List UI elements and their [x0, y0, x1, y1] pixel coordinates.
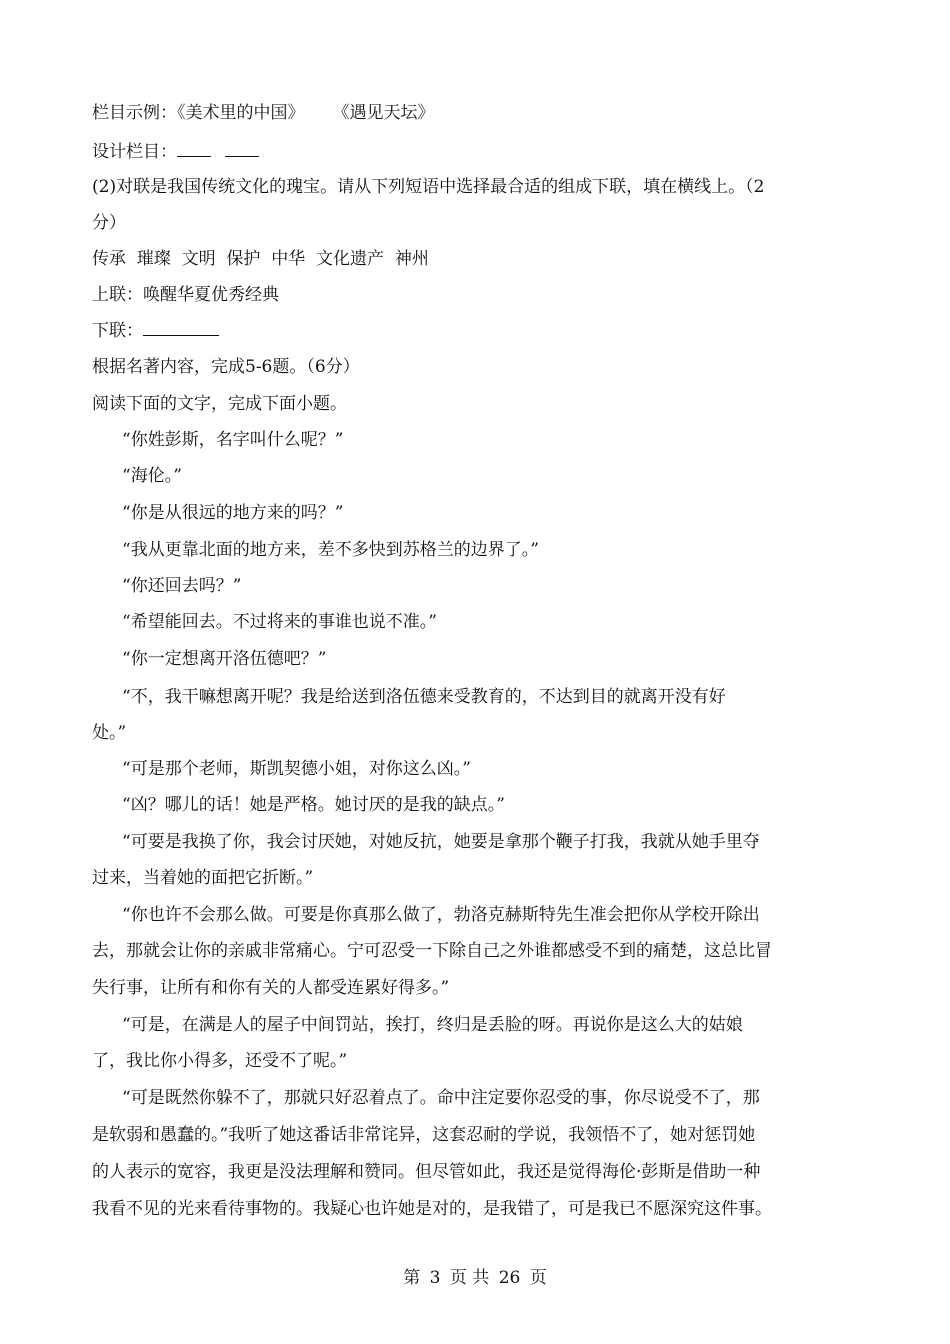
passage-line: 我看不见的光来看待事物的。我疑心也许她是对的，是我错了，可是我已不愿深究这件事。 [92, 1199, 772, 1219]
passage-line: 处。” [92, 723, 127, 743]
page-number: 3 [429, 1268, 441, 1288]
example-label: 栏目示例： [92, 103, 177, 123]
passage-line: “可是，在满是人的屋子中间罚站，挨打，终归是丢脸的呀。再说你是这么大的姑娘 [122, 1015, 743, 1035]
passage-line: 是软弱和愚蠢的。”我听了她这番话非常诧异，这套忍耐的学说，我领悟不了，她对惩罚她 [92, 1125, 756, 1145]
passage-line: “海伦。” [122, 466, 182, 486]
passage-line: “你姓彭斯，名字叫什么呢？” [122, 430, 344, 450]
upper-couplet: 上联：唤醒华夏优秀经典 [92, 285, 279, 305]
lower-couplet-blank[interactable] [143, 319, 219, 336]
passage-line: “不，我干嘛想离开呢？我是给送到洛伍德来受教育的，不达到目的就离开没有好 [122, 687, 726, 707]
passage-line: 失行事，让所有和你有关的人都受连累好得多。” [92, 978, 450, 998]
passage-line: 去，那就会让你的亲戚非常痛心。宁可忍受一下除自己之外谁都感受不到的痛楚，这总比冒 [92, 941, 772, 961]
passage-line: “希望能回去。不过将来的事谁也说不准。” [122, 612, 437, 632]
passage-line: 的人表示的宽容，我更是没法理解和赞同。但尽管如此，我还是觉得海伦·彭斯是借助一种 [92, 1162, 761, 1182]
passage-line: “你是从很远的地方来的吗？” [122, 503, 344, 523]
passage-line: 了，我比你小得多，还受不了呢。” [92, 1051, 348, 1071]
question-part2-line1: (2)对联是我国传统文化的瑰宝。请从下列短语中选择最合适的组成下联，填在横线上。（2 [92, 177, 765, 197]
lower-couplet-line [92, 319, 219, 343]
footer-middle: 页 共 [449, 1268, 490, 1288]
phrase-options: 传承 璀璨 文明 保护 中华 文化遗产 神州 [92, 249, 429, 269]
design-label: 设计栏目： [92, 142, 177, 162]
example-title-1: 《美术里的中国》 [177, 103, 305, 123]
passage-line: “你一定想离开洛伍德吧？” [122, 649, 327, 669]
question-part2-line2: 分） [92, 213, 126, 233]
passage-line: “可要是我换了你，我会讨厌她，对她反抗，她要是拿那个鞭子打我，我就从她手里夺 [122, 832, 760, 852]
answer-blank-1[interactable] [177, 140, 211, 157]
footer-prefix: 第 [403, 1268, 421, 1288]
total-pages: 26 [498, 1268, 521, 1288]
passage-line: “可是那个老师，斯凯契德小姐，对你这么凶。” [122, 759, 471, 779]
column-example-line [92, 101, 435, 125]
passage-line: “你还回去吗？” [122, 576, 242, 596]
example-title-2: 《遇见天坛》 [332, 103, 435, 123]
passage-line: 过来，当着她的面把它折断。” [92, 868, 314, 888]
passage-line: “你也许不会那么做。可要是你真那么做了，勃洛克赫斯特先生准会把你从学校开除出 [122, 905, 760, 925]
passage-line: “可是既然你躲不了，那就只好忍着点了。命中注定要你忍受的事，你尽说受不了，那 [122, 1088, 760, 1108]
passage-line: “凶？哪儿的话！她是严格。她讨厌的是我的缺点。” [122, 795, 505, 815]
section-instruction: 阅读下面的文字，完成下面小题。 [92, 394, 347, 414]
answer-blank-2[interactable] [225, 140, 259, 157]
page-footer [0, 1266, 950, 1290]
passage-line: “我从更靠北面的地方来，差不多快到苏格兰的边界了。” [122, 540, 539, 560]
section-intro: 根据名著内容，完成5-6题。（6分） [92, 357, 360, 377]
footer-suffix: 页 [529, 1268, 547, 1288]
lower-couplet-label: 下联： [92, 321, 143, 341]
design-column-line [92, 140, 259, 164]
